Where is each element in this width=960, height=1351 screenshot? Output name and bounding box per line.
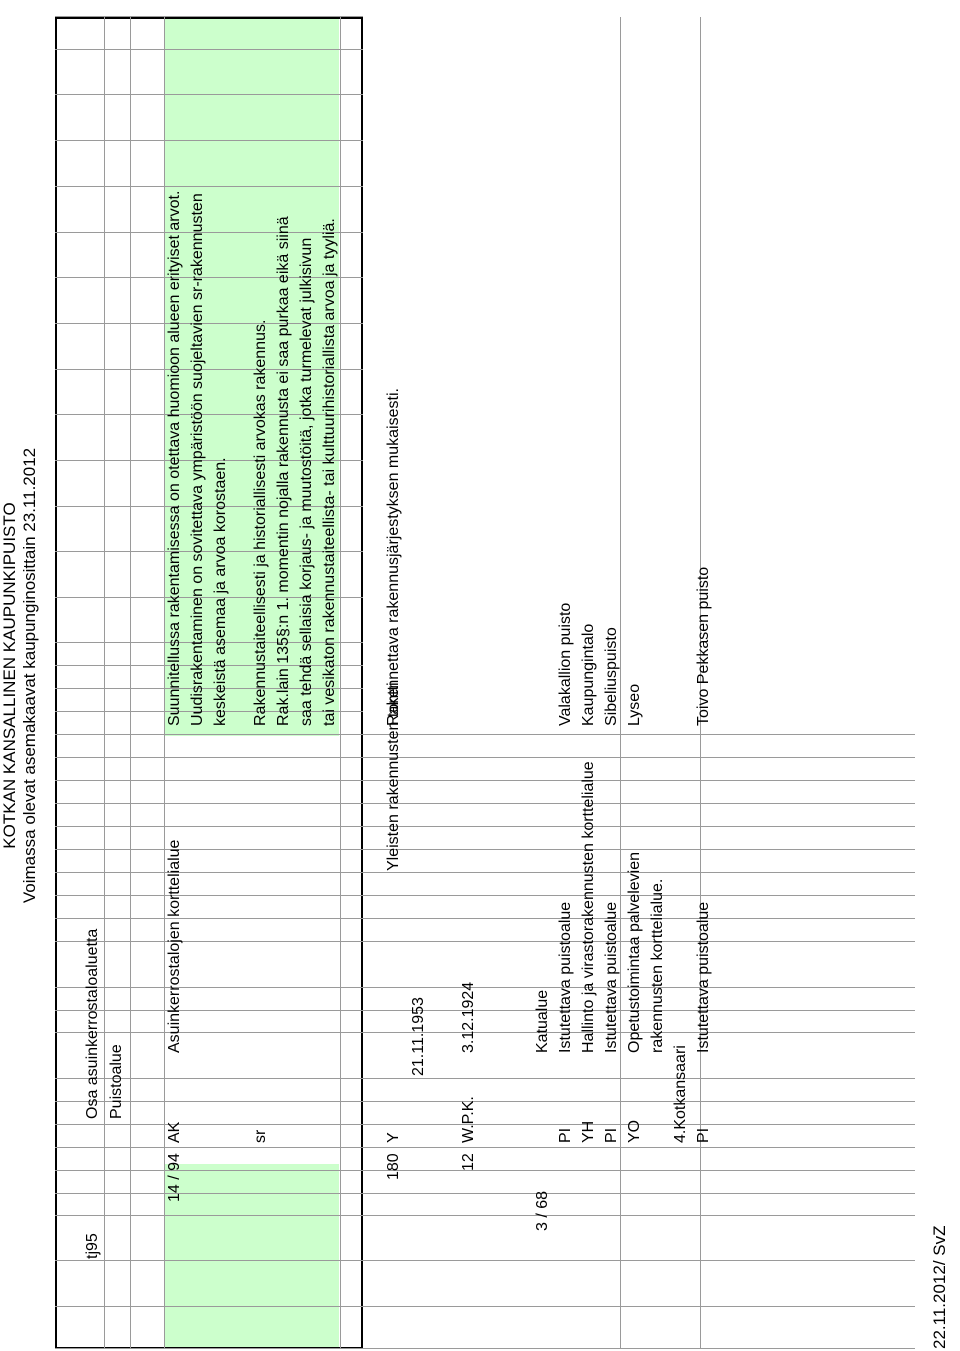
row-code: PI — [557, 1127, 574, 1143]
grid-row-line — [55, 49, 363, 50]
row-code: W.P.K. — [460, 1096, 477, 1143]
row-code: 4.Kotkansaari — [672, 1045, 689, 1143]
row-description: Sibeliuspuisto — [603, 627, 620, 726]
row-label: Katualue — [534, 989, 551, 1053]
row-number: 12 — [460, 1153, 477, 1171]
row-number: 180 — [385, 1153, 402, 1180]
row-label: Opetustoimintaa palvelevien — [626, 851, 643, 1053]
grid-row-line — [55, 16, 363, 17]
row-label: Istutettava puistoalue — [557, 901, 574, 1053]
row-description: keskeistä asemaa ja arvoa korostaen. — [212, 457, 229, 726]
row-description: Uudisrakentaminen on sovitettava ympäristöön suojeltavien sr-rakennusten — [189, 193, 206, 726]
grid-row-line — [55, 94, 363, 95]
row-description: Lyseo — [626, 683, 643, 726]
page-subtitle: Voimassa olevat asemakaavat kaupunginosittain 23.11.2012 — [20, 447, 39, 904]
row-code: Y — [385, 1132, 402, 1143]
row-description: Suunnitellussa rakentamisessa on otettava huomioon alueen erityiset arvot. — [166, 190, 183, 726]
row-label: Asuinkerrostalojen korttelialue — [166, 839, 183, 1053]
row-code: PI — [695, 1127, 712, 1143]
row-code: AK — [166, 1121, 183, 1143]
row-description: Rakennustaiteellisesti ja historiallisesti arvokas rakennus. — [252, 319, 269, 726]
row-label: Hallinto ja virastorakennusten korttelialue — [580, 761, 597, 1053]
grid-row-line — [55, 826, 915, 827]
grid-column-line — [104, 17, 105, 1349]
row-description: saa tehdä sellaisia korjaus- ja muutostöitä, jotka turmelevat julkisivun — [298, 237, 315, 726]
row-label: Osa asuinkerrostaloaluetta — [84, 928, 101, 1119]
row-number: tj95 — [84, 1233, 101, 1259]
row-code: sr — [252, 1129, 269, 1143]
row-description: tai vesikaton rakennustaiteellista- tai kulttuurihistoriallista arvoa ja tyyliä. — [321, 218, 338, 726]
grid-row-line — [55, 1147, 915, 1148]
row-description: Toivo Pekkasen puisto — [695, 566, 712, 726]
grid-row-line — [55, 757, 915, 758]
row-description: Rakennettava rakennusjärjestyksen mukaisesti. — [385, 388, 402, 726]
grid-row-line — [55, 734, 915, 735]
grid-row-line — [55, 1078, 915, 1079]
grid-row-line — [55, 1101, 915, 1102]
page-title: KOTKAN KANSALLINEN KAUPUNKIPUISTO — [0, 502, 19, 849]
row-description: Rak.lain 135§:n 1. momentin nojalla rakennusta ei saa purkaa eikä siinä — [275, 216, 292, 726]
grid-row-line — [55, 140, 363, 141]
grid-row-line — [55, 1306, 915, 1307]
grid-row-line — [55, 1260, 915, 1261]
row-code: YO — [626, 1119, 643, 1143]
row-number: 3 / 68 — [534, 1190, 551, 1231]
row-description: Kaupungintalo — [580, 623, 597, 726]
row-label: Istutettava puistoalue — [603, 901, 620, 1053]
grid-column-line — [130, 17, 131, 1349]
row-code: PI — [603, 1127, 620, 1143]
grid-row-line — [55, 232, 363, 233]
row-label: Yleisten rakennusten tontti — [385, 682, 402, 871]
grid-row-line — [55, 780, 915, 781]
footer-date-author: 22.11.2012/ SvZ — [930, 1225, 949, 1349]
grid-row-line — [55, 1215, 915, 1216]
grid-row-line — [55, 1348, 915, 1349]
grid-row-line — [55, 186, 363, 187]
grid-row-line — [55, 803, 915, 804]
row-description: Valakallion puisto — [557, 602, 574, 726]
row-number: 14 / 94 — [166, 1153, 183, 1202]
row-label: Istutettava puistoalue — [695, 901, 712, 1053]
row-code: YH — [580, 1120, 597, 1143]
row-label: 3.12.1924 — [460, 981, 477, 1053]
row-label: 21.11.1953 — [410, 997, 427, 1076]
row-label: rakennusten korttelialue. — [649, 878, 666, 1053]
row-label: Puistoalue — [108, 1044, 125, 1119]
